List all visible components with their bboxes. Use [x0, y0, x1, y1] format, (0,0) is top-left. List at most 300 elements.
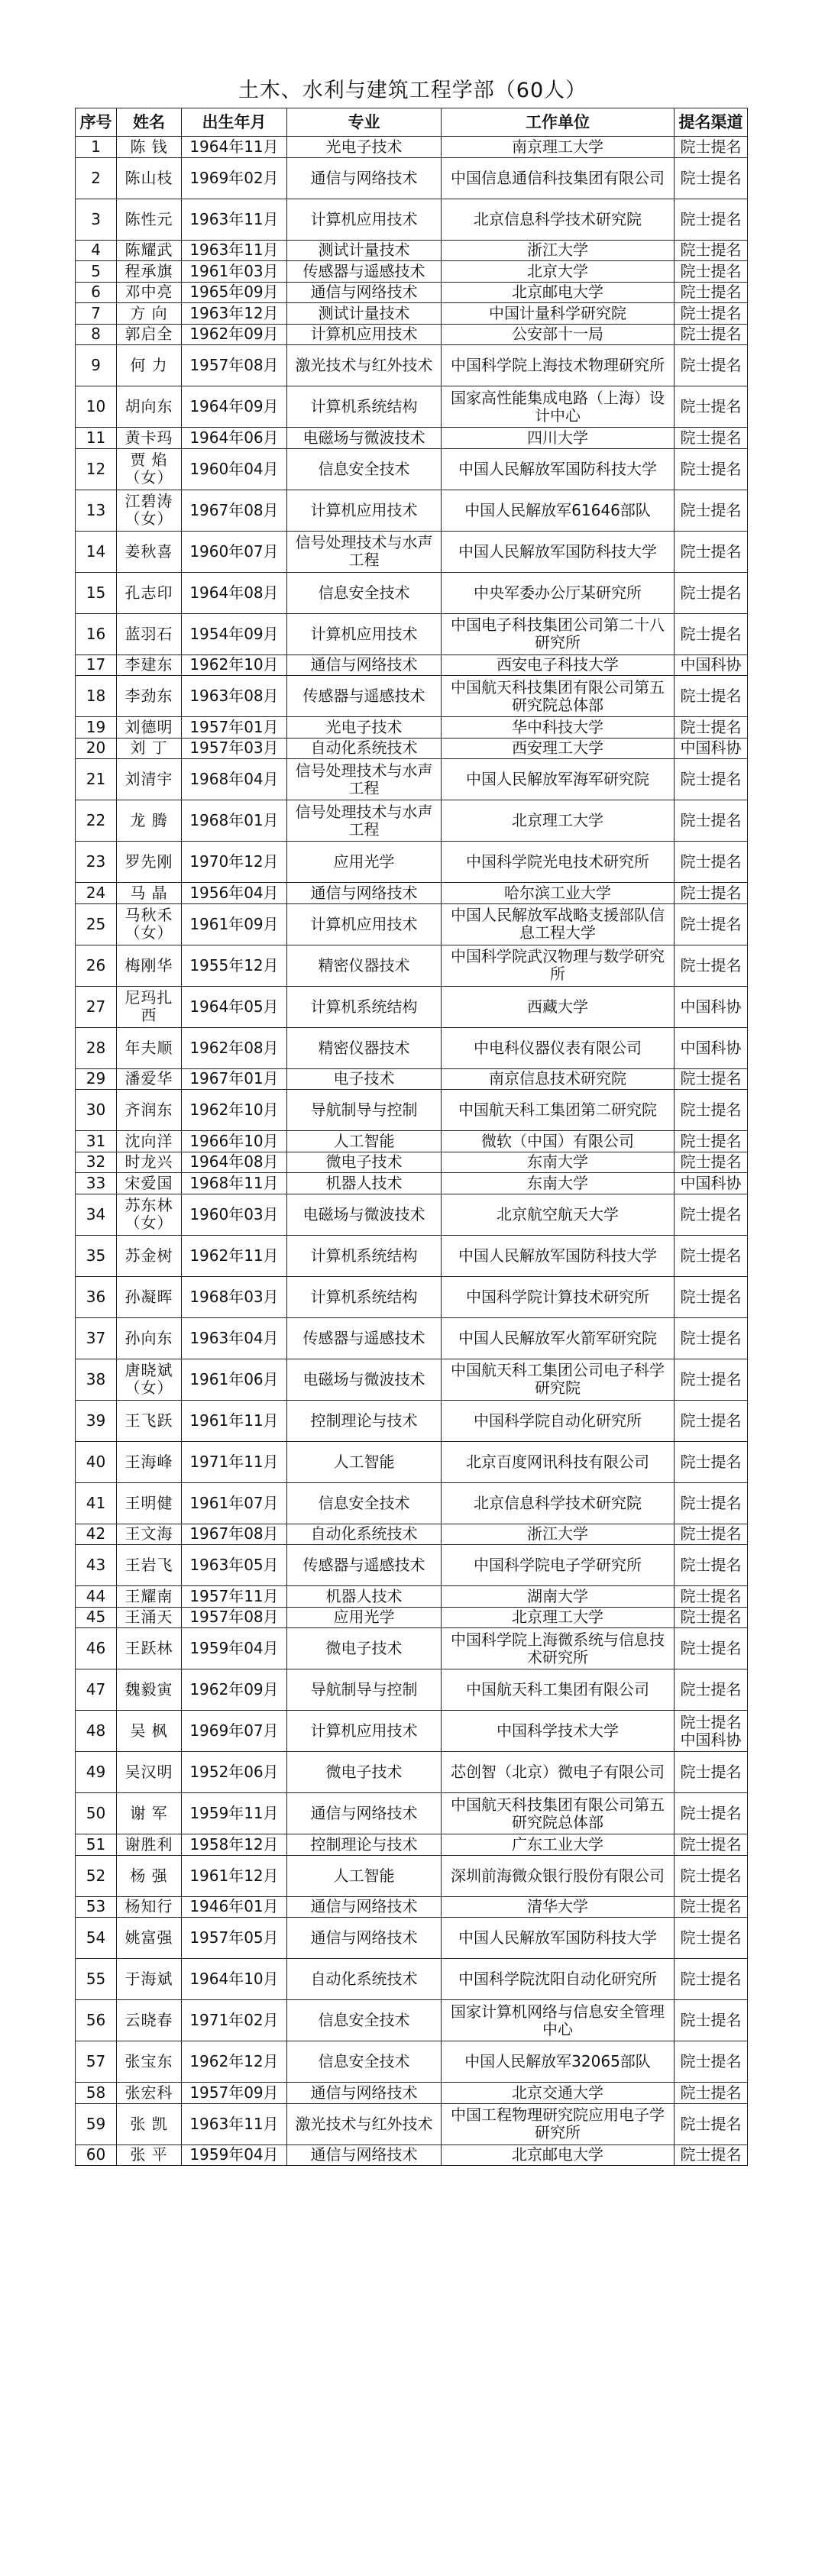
- row-name: 程承旗: [117, 261, 182, 283]
- row-channel: 院士提名: [675, 1400, 748, 1441]
- row-major: 计算机系统结构: [287, 1276, 442, 1317]
- row-birth: 1964年08月: [182, 572, 287, 613]
- row-channel: 院士提名: [675, 261, 748, 283]
- table-row: [76, 1317, 748, 1359]
- row-name: 江碧涛（女）: [117, 490, 182, 531]
- row-major: 计算机系统结构: [287, 1235, 442, 1276]
- row-major: 信息安全技术: [287, 448, 442, 490]
- row-major: 微电子技术: [287, 1752, 442, 1793]
- row-name: 王涌天: [117, 1607, 182, 1628]
- row-name: 李建东: [117, 655, 182, 676]
- row-name: 唐晓斌（女）: [117, 1359, 182, 1400]
- row-number: 27: [76, 986, 117, 1027]
- row-major: 通信与网络技术: [287, 282, 442, 303]
- row-channel: 中国科协: [675, 986, 748, 1027]
- row-birth: 1963年05月: [182, 1545, 287, 1586]
- row-channel: 院士提名: [675, 1669, 748, 1711]
- row-birth: 1959年11月: [182, 1793, 287, 1834]
- table-row: [76, 1628, 748, 1669]
- table-row: [76, 1669, 748, 1711]
- row-name: 尼玛扎西: [117, 986, 182, 1027]
- row-channel: 院士提名: [675, 2000, 748, 2041]
- row-birth: 1957年11月: [182, 1586, 287, 1608]
- row-unit: 中国科学院计算技术研究所: [442, 1276, 675, 1317]
- row-unit: 深圳前海微众银行股份有限公司: [442, 1855, 675, 1896]
- table-row: [76, 1793, 748, 1834]
- row-unit: 中国计量科学研究院: [442, 303, 675, 325]
- row-channel: 院士提名: [675, 1152, 748, 1173]
- row-major: 人工智能: [287, 1441, 442, 1482]
- row-channel: 院士提名: [675, 1068, 748, 1090]
- row-major: 激光技术与红外技术: [287, 345, 442, 386]
- row-number: 31: [76, 1131, 117, 1152]
- row-name: 刘德明: [117, 717, 182, 739]
- row-channel: 院士提名: [675, 1607, 748, 1628]
- row-birth: 1957年03月: [182, 738, 287, 759]
- row-channel: 院士提名: [675, 1276, 748, 1317]
- row-number: 3: [76, 199, 117, 240]
- table-row: [76, 572, 748, 613]
- row-channel: 院士提名: [675, 324, 748, 345]
- row-channel: 院士提名: [675, 428, 748, 449]
- table-row: [76, 800, 748, 842]
- row-unit: 微软（中国）有限公司: [442, 1131, 675, 1152]
- row-major: 计算机应用技术: [287, 490, 442, 531]
- table-row: [76, 1131, 748, 1152]
- table-row: [76, 1400, 748, 1441]
- row-number: 28: [76, 1027, 117, 1068]
- row-number: 59: [76, 2103, 117, 2145]
- table-row: [76, 1068, 748, 1090]
- page-title: 土木、水利与建筑工程学部（60人）: [238, 79, 587, 102]
- row-birth: 1969年02月: [182, 157, 287, 199]
- row-name: 魏毅寅: [117, 1669, 182, 1711]
- row-number: 44: [76, 1586, 117, 1608]
- row-channel: 院士提名: [675, 2083, 748, 2104]
- row-unit: 中电科仪器仪表有限公司: [442, 1027, 675, 1068]
- row-name: 谢 军: [117, 1793, 182, 1834]
- row-unit: 浙江大学: [442, 1524, 675, 1545]
- row-number: 29: [76, 1068, 117, 1090]
- row-major: 自动化系统技术: [287, 738, 442, 759]
- table-row: [76, 261, 748, 283]
- row-number: 38: [76, 1359, 117, 1400]
- row-unit: 西安电子科技大学: [442, 655, 675, 676]
- row-unit: 湖南大学: [442, 1586, 675, 1608]
- row-unit: 国家计算机网络与信息安全管理中心: [442, 2000, 675, 2041]
- row-name: 于海斌: [117, 1959, 182, 2000]
- row-name: 吴汉明: [117, 1752, 182, 1793]
- row-unit: 西安理工大学: [442, 738, 675, 759]
- table-row: [76, 613, 748, 655]
- table-row: [76, 655, 748, 676]
- row-birth: 1964年10月: [182, 1959, 287, 2000]
- table-row: [76, 1918, 748, 1959]
- row-channel: 院士提名: [675, 945, 748, 986]
- row-major: 计算机应用技术: [287, 903, 442, 945]
- row-channel: 院士提名: [675, 842, 748, 883]
- row-unit: 西藏大学: [442, 986, 675, 1027]
- row-name: 姜秋喜: [117, 531, 182, 572]
- row-channel: 院士提名: [675, 1524, 748, 1545]
- row-channel: 院士提名: [675, 137, 748, 158]
- row-major: 电磁场与微波技术: [287, 428, 442, 449]
- row-channel: 院士提名: [675, 1628, 748, 1669]
- table-row: [76, 1482, 748, 1524]
- row-birth: 1965年09月: [182, 282, 287, 303]
- row-birth: 1967年01月: [182, 1068, 287, 1090]
- row-channel: 院士提名: [675, 1441, 748, 1482]
- table-row: [76, 2145, 748, 2166]
- table-row: [76, 2041, 748, 2083]
- header-channel: 提名渠道: [675, 108, 748, 137]
- row-unit: 北京信息科学技术研究院: [442, 199, 675, 240]
- row-unit: 国家高性能集成电路（上海）设计中心: [442, 386, 675, 428]
- table-row: [76, 490, 748, 531]
- row-channel: 中国科协: [675, 655, 748, 676]
- row-name: 年夫顺: [117, 1027, 182, 1068]
- row-channel: 院士提名: [675, 386, 748, 428]
- row-major: 信息安全技术: [287, 572, 442, 613]
- row-major: 测试计量技术: [287, 303, 442, 325]
- row-unit: 南京理工大学: [442, 137, 675, 158]
- row-major: 机器人技术: [287, 1173, 442, 1194]
- row-number: 39: [76, 1400, 117, 1441]
- row-major: 通信与网络技术: [287, 1918, 442, 1959]
- row-number: 5: [76, 261, 117, 283]
- row-name: 蓝羽石: [117, 613, 182, 655]
- row-name: 贾 焰（女）: [117, 448, 182, 490]
- table-header-row: [76, 108, 748, 137]
- table-row: [76, 240, 748, 261]
- row-birth: 1960年03月: [182, 1194, 287, 1235]
- row-unit: 中央军委办公厅某研究所: [442, 572, 675, 613]
- row-unit: 中国工程物理研究院应用电子学研究所: [442, 2103, 675, 2145]
- row-birth: 1962年11月: [182, 1235, 287, 1276]
- row-unit: 四川大学: [442, 428, 675, 449]
- row-unit: 中国科学院自动化研究所: [442, 1400, 675, 1441]
- row-channel: 院士提名: [675, 1545, 748, 1586]
- table-row: [76, 137, 748, 158]
- row-number: 22: [76, 800, 117, 842]
- row-major: 传感器与遥感技术: [287, 261, 442, 283]
- table-row: [76, 303, 748, 325]
- table-row: [76, 157, 748, 199]
- table-row: [76, 1711, 748, 1752]
- row-name: 黄卡玛: [117, 428, 182, 449]
- table-row: [76, 759, 748, 800]
- table-row: [76, 1235, 748, 1276]
- row-name: 张 凯: [117, 2103, 182, 2145]
- row-unit: 中国科学院电子学研究所: [442, 1545, 675, 1586]
- row-major: 计算机系统结构: [287, 986, 442, 1027]
- row-major: 光电子技术: [287, 137, 442, 158]
- row-channel: 院士提名: [675, 1131, 748, 1152]
- row-major: 应用光学: [287, 842, 442, 883]
- row-unit: 北京邮电大学: [442, 282, 675, 303]
- row-name: 时龙兴: [117, 1152, 182, 1173]
- row-major: 信号处理技术与水声工程: [287, 800, 442, 842]
- row-channel: 院士提名: [675, 2103, 748, 2145]
- row-name: 龙 腾: [117, 800, 182, 842]
- row-number: 2: [76, 157, 117, 199]
- row-number: 50: [76, 1793, 117, 1834]
- table-row: [76, 945, 748, 986]
- row-birth: 1963年11月: [182, 2103, 287, 2145]
- header-birth: 出生年月: [182, 108, 287, 137]
- row-name: 王耀南: [117, 1586, 182, 1608]
- row-birth: 1968年03月: [182, 1276, 287, 1317]
- row-birth: 1967年08月: [182, 490, 287, 531]
- table-row: [76, 903, 748, 945]
- row-number: 60: [76, 2145, 117, 2166]
- row-major: 应用光学: [287, 1607, 442, 1628]
- row-channel: 院士提名: [675, 883, 748, 904]
- row-unit: 中国人民解放军海军研究院: [442, 759, 675, 800]
- row-name: 苏东林（女）: [117, 1194, 182, 1235]
- row-major: 通信与网络技术: [287, 883, 442, 904]
- row-birth: 1962年08月: [182, 1027, 287, 1068]
- table-row: [76, 1586, 748, 1608]
- row-number: 12: [76, 448, 117, 490]
- row-name: 王跃林: [117, 1628, 182, 1669]
- row-number: 6: [76, 282, 117, 303]
- row-major: 通信与网络技术: [287, 157, 442, 199]
- row-name: 马 晶: [117, 883, 182, 904]
- row-name: 谢胜利: [117, 1834, 182, 1856]
- row-number: 36: [76, 1276, 117, 1317]
- row-channel: 中国科协: [675, 1027, 748, 1068]
- row-channel: 中国科协: [675, 738, 748, 759]
- row-number: 19: [76, 717, 117, 739]
- row-unit: 哈尔滨工业大学: [442, 883, 675, 904]
- row-birth: 1960年04月: [182, 448, 287, 490]
- row-major: 通信与网络技术: [287, 1896, 442, 1918]
- row-number: 45: [76, 1607, 117, 1628]
- row-number: 25: [76, 903, 117, 945]
- row-birth: 1960年07月: [182, 531, 287, 572]
- row-birth: 1962年09月: [182, 324, 287, 345]
- row-number: 13: [76, 490, 117, 531]
- table-row: [76, 428, 748, 449]
- row-birth: 1961年06月: [182, 1359, 287, 1400]
- header-major: 专业: [287, 108, 442, 137]
- row-birth: 1961年11月: [182, 1400, 287, 1441]
- row-major: 光电子技术: [287, 717, 442, 739]
- row-unit: 中国科学院光电技术研究所: [442, 842, 675, 883]
- table-row: [76, 199, 748, 240]
- row-unit: 华中科技大学: [442, 717, 675, 739]
- row-number: 7: [76, 303, 117, 325]
- row-channel: 院士提名: [675, 903, 748, 945]
- row-number: 23: [76, 842, 117, 883]
- row-unit: 北京邮电大学: [442, 2145, 675, 2166]
- table-row: [76, 1959, 748, 2000]
- row-birth: 1957年08月: [182, 345, 287, 386]
- row-channel: 院士提名: [675, 1793, 748, 1834]
- row-number: 41: [76, 1482, 117, 1524]
- row-name: 王明健: [117, 1482, 182, 1524]
- row-major: 导航制导与控制: [287, 1090, 442, 1131]
- row-major: 精密仪器技术: [287, 1027, 442, 1068]
- row-name: 吴 枫: [117, 1711, 182, 1752]
- row-major: 计算机应用技术: [287, 324, 442, 345]
- table-row: [76, 1359, 748, 1400]
- table-row: [76, 2083, 748, 2104]
- row-major: 人工智能: [287, 1131, 442, 1152]
- row-birth: 1963年11月: [182, 199, 287, 240]
- row-number: 54: [76, 1918, 117, 1959]
- row-unit: 中国航天科技集团有限公司第五研究院总体部: [442, 1793, 675, 1834]
- row-unit: 中国人民解放军火箭军研究院: [442, 1317, 675, 1359]
- row-name: 刘 丁: [117, 738, 182, 759]
- row-major: 人工智能: [287, 1855, 442, 1896]
- table-row: [76, 1896, 748, 1918]
- row-birth: 1964年09月: [182, 386, 287, 428]
- row-channel: 院士提名: [675, 157, 748, 199]
- table-row: [76, 1441, 748, 1482]
- table-row: [76, 2000, 748, 2041]
- row-birth: 1946年01月: [182, 1896, 287, 1918]
- row-channel: 院士提名: [675, 2041, 748, 2083]
- row-channel: 院士提名: [675, 240, 748, 261]
- table-row: [76, 883, 748, 904]
- row-major: 微电子技术: [287, 1152, 442, 1173]
- row-number: 37: [76, 1317, 117, 1359]
- table-row: [76, 1152, 748, 1173]
- row-unit: 南京信息技术研究院: [442, 1068, 675, 1090]
- row-birth: 1963年08月: [182, 676, 287, 717]
- row-birth: 1959年04月: [182, 1628, 287, 1669]
- row-name: 张 平: [117, 2145, 182, 2166]
- row-unit: 中国电子科技集团公司第二十八研究所: [442, 613, 675, 655]
- row-birth: 1963年04月: [182, 1317, 287, 1359]
- row-number: 24: [76, 883, 117, 904]
- row-birth: 1963年12月: [182, 303, 287, 325]
- row-major: 机器人技术: [287, 1586, 442, 1608]
- row-number: 52: [76, 1855, 117, 1896]
- table-row: [76, 738, 748, 759]
- row-birth: 1969年07月: [182, 1711, 287, 1752]
- row-channel: 院士提名: [675, 448, 748, 490]
- row-major: 自动化系统技术: [287, 1524, 442, 1545]
- row-number: 57: [76, 2041, 117, 2083]
- row-unit: 中国人民解放军国防科技大学: [442, 1918, 675, 1959]
- row-major: 通信与网络技术: [287, 2083, 442, 2104]
- row-name: 齐润东: [117, 1090, 182, 1131]
- row-unit: 中国科学技术大学: [442, 1711, 675, 1752]
- row-unit: 北京大学: [442, 261, 675, 283]
- row-channel: 院士提名: [675, 1855, 748, 1896]
- row-number: 4: [76, 240, 117, 261]
- row-major: 电子技术: [287, 1068, 442, 1090]
- row-number: 35: [76, 1235, 117, 1276]
- table-row: [76, 324, 748, 345]
- row-unit: 广东工业大学: [442, 1834, 675, 1856]
- table-row: [76, 1545, 748, 1586]
- table-row: [76, 2103, 748, 2145]
- row-major: 传感器与遥感技术: [287, 1545, 442, 1586]
- row-unit: 东南大学: [442, 1152, 675, 1173]
- row-major: 信息安全技术: [287, 2041, 442, 2083]
- row-birth: 1958年12月: [182, 1834, 287, 1856]
- row-name: 邓中亮: [117, 282, 182, 303]
- row-number: 46: [76, 1628, 117, 1669]
- row-number: 58: [76, 2083, 117, 2104]
- row-name: 潘爱华: [117, 1068, 182, 1090]
- row-birth: 1964年08月: [182, 1152, 287, 1173]
- row-channel: 院士提名: [675, 490, 748, 531]
- row-birth: 1957年09月: [182, 2083, 287, 2104]
- row-name: 孙向东: [117, 1317, 182, 1359]
- row-number: 1: [76, 137, 117, 158]
- row-major: 微电子技术: [287, 1628, 442, 1669]
- row-name: 梅刚华: [117, 945, 182, 986]
- row-major: 测试计量技术: [287, 240, 442, 261]
- row-number: 20: [76, 738, 117, 759]
- row-major: 计算机应用技术: [287, 1711, 442, 1752]
- row-unit: 北京交通大学: [442, 2083, 675, 2104]
- row-channel: 中国科协: [675, 1173, 748, 1194]
- row-number: 56: [76, 2000, 117, 2041]
- row-name: 方 向: [117, 303, 182, 325]
- row-number: 48: [76, 1711, 117, 1752]
- row-channel: 院士提名: [675, 303, 748, 325]
- row-major: 通信与网络技术: [287, 655, 442, 676]
- row-unit: 中国人民解放军战略支援部队信息工程大学: [442, 903, 675, 945]
- row-major: 控制理论与技术: [287, 1400, 442, 1441]
- table-row: [76, 1194, 748, 1235]
- row-number: 21: [76, 759, 117, 800]
- row-unit: 北京航空航天大学: [442, 1194, 675, 1235]
- row-major: 激光技术与红外技术: [287, 2103, 442, 2145]
- row-number: 55: [76, 1959, 117, 2000]
- row-birth: 1964年06月: [182, 428, 287, 449]
- table-row: [76, 1524, 748, 1545]
- row-major: 信息安全技术: [287, 2000, 442, 2041]
- row-channel: 院士提名: [675, 1235, 748, 1276]
- row-name: 王海峰: [117, 1441, 182, 1482]
- row-birth: 1962年12月: [182, 2041, 287, 2083]
- row-birth: 1971年02月: [182, 2000, 287, 2041]
- header-name: 姓名: [117, 108, 182, 137]
- row-major: 电磁场与微波技术: [287, 1194, 442, 1235]
- row-name: 孔志印: [117, 572, 182, 613]
- row-name: 刘清宇: [117, 759, 182, 800]
- table-row: [76, 386, 748, 428]
- row-channel: 院士提名: [675, 759, 748, 800]
- row-birth: 1967年08月: [182, 1524, 287, 1545]
- row-number: 33: [76, 1173, 117, 1194]
- row-number: 47: [76, 1669, 117, 1711]
- row-channel: 院士提名中国科协: [675, 1711, 748, 1752]
- row-name: 杨知行: [117, 1896, 182, 1918]
- row-name: 王文海: [117, 1524, 182, 1545]
- row-name: 苏金树: [117, 1235, 182, 1276]
- row-major: 信号处理技术与水声工程: [287, 531, 442, 572]
- table-row: [76, 1027, 748, 1068]
- table-row: [76, 345, 748, 386]
- row-major: 控制理论与技术: [287, 1834, 442, 1856]
- row-major: 计算机应用技术: [287, 199, 442, 240]
- row-unit: 中国人民解放军61646部队: [442, 490, 675, 531]
- row-channel: 院士提名: [675, 1918, 748, 1959]
- row-number: 51: [76, 1834, 117, 1856]
- row-name: 陈山枝: [117, 157, 182, 199]
- row-unit: 中国人民解放军国防科技大学: [442, 448, 675, 490]
- row-birth: 1970年12月: [182, 842, 287, 883]
- row-number: 53: [76, 1896, 117, 1918]
